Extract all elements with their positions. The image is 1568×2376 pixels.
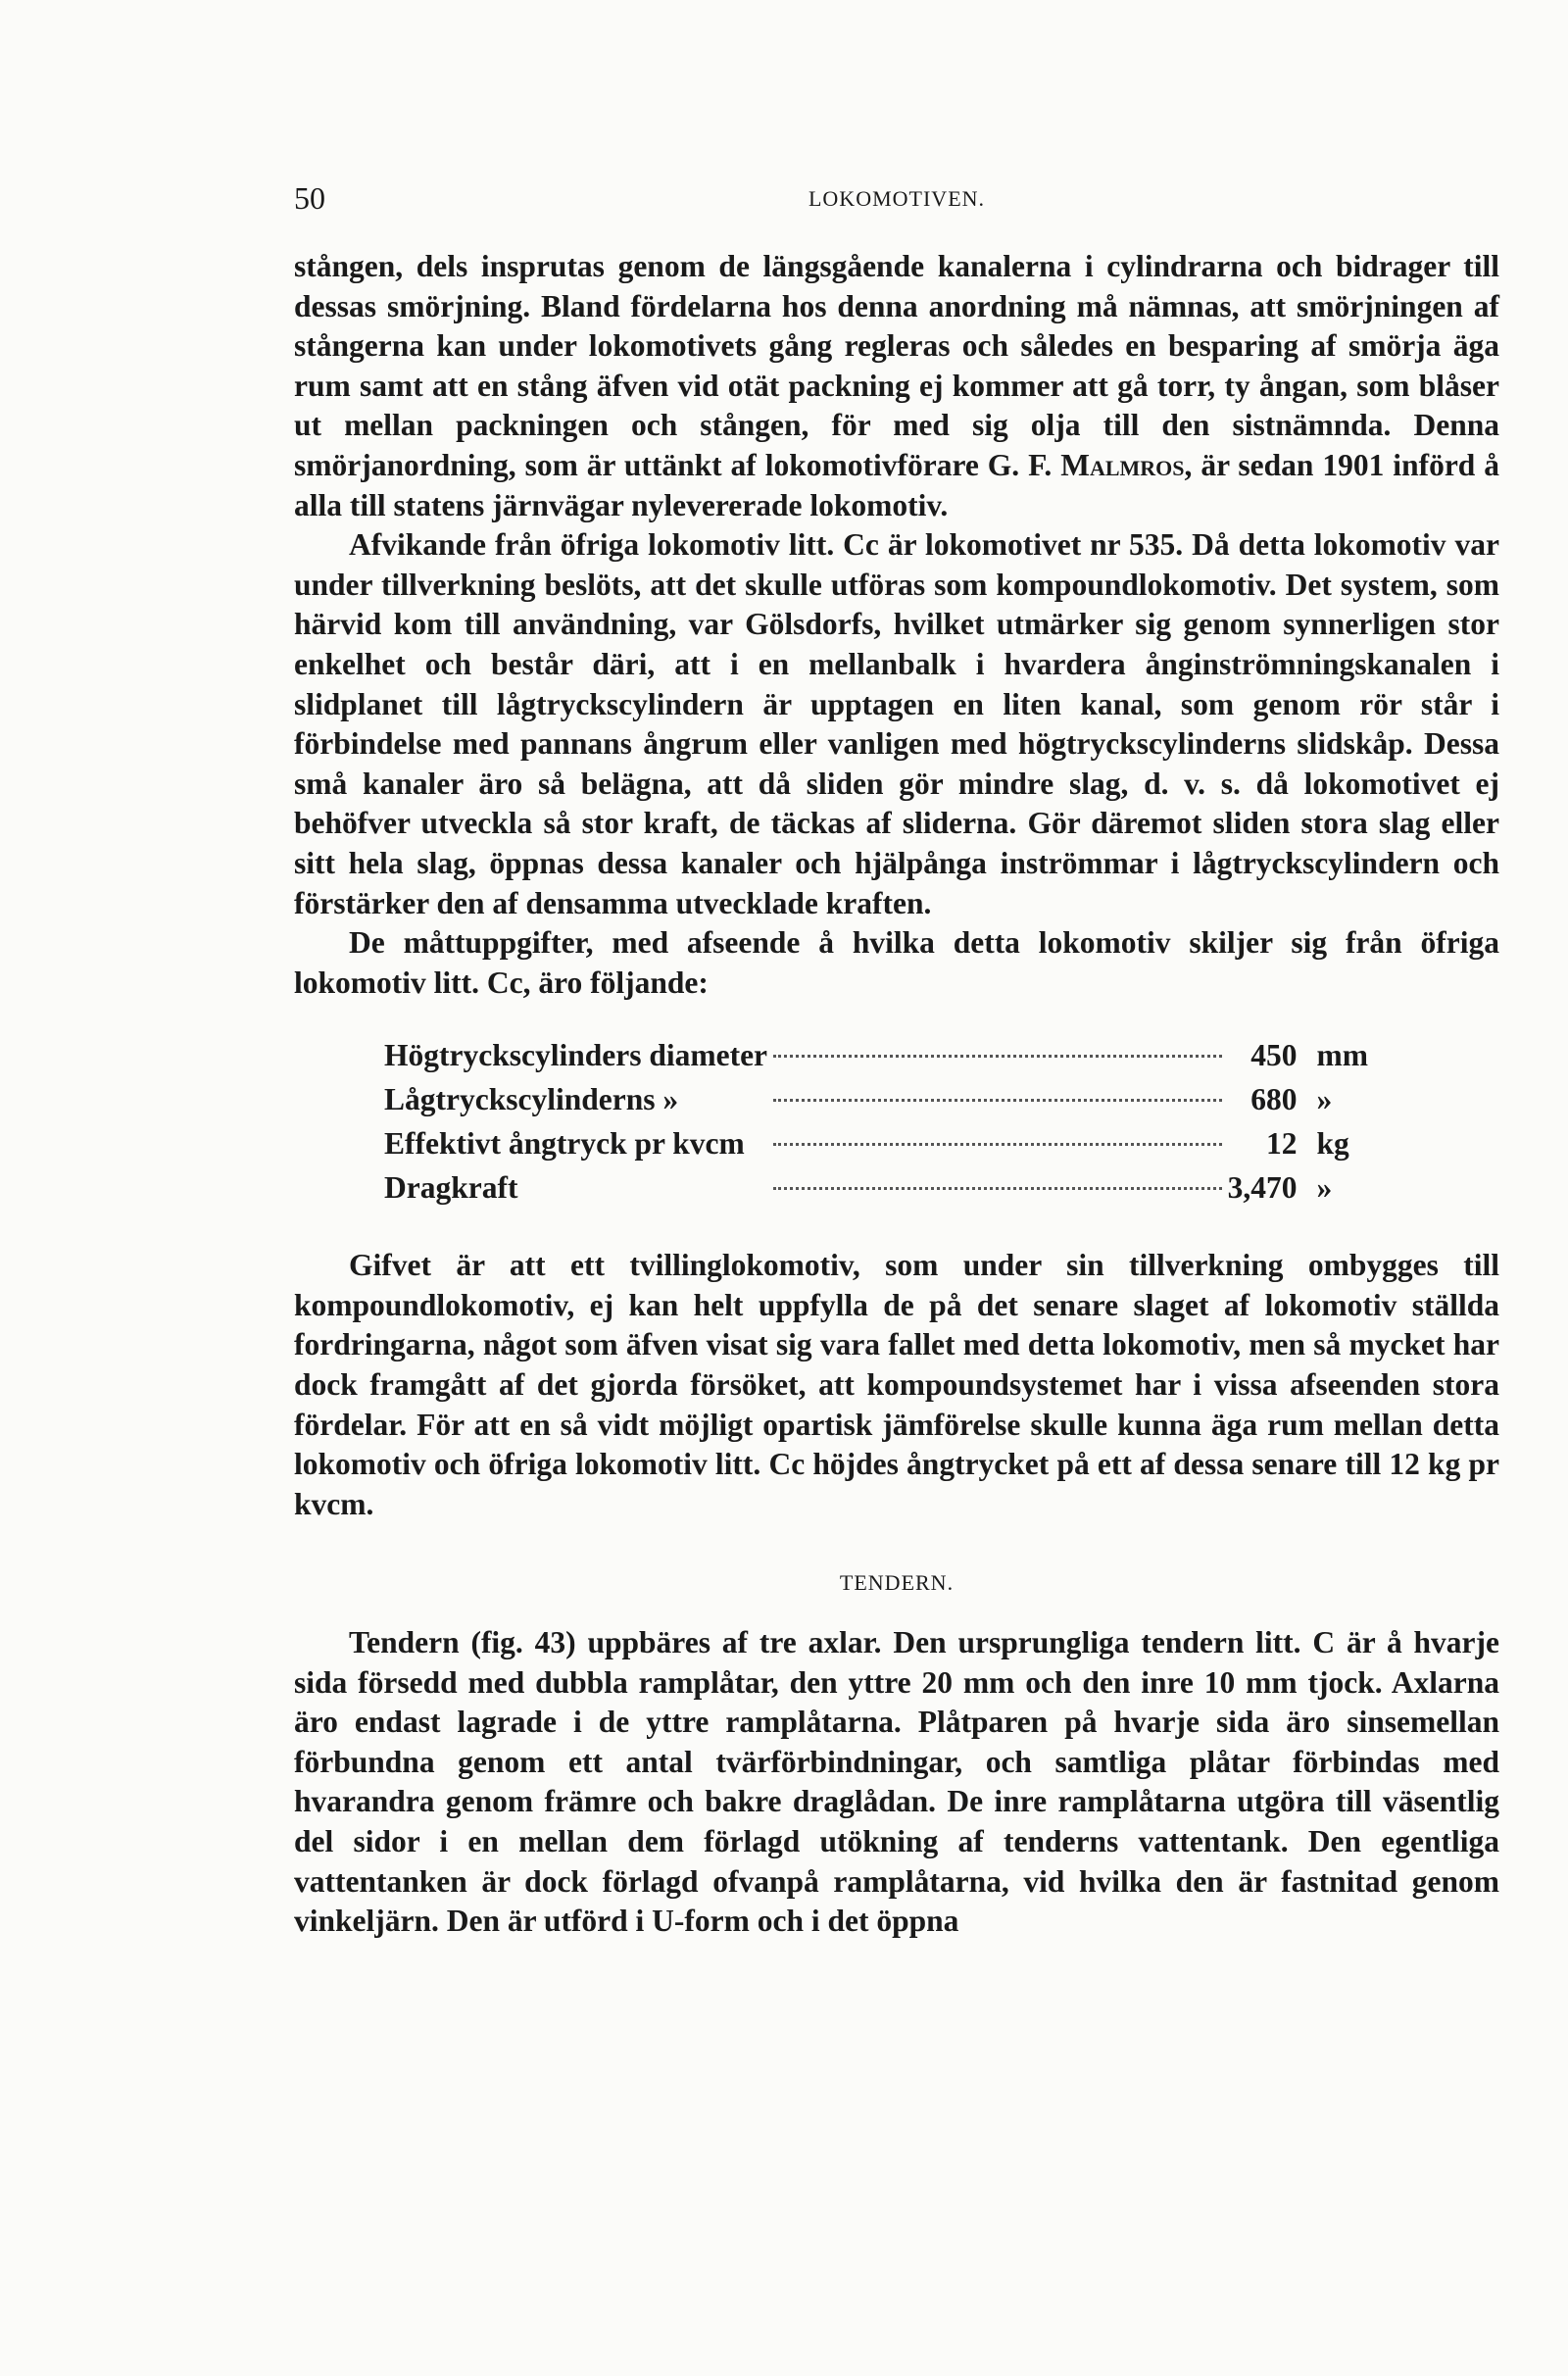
spec-row: [384, 1036, 1368, 1080]
paragraph-1-text-a: stången, dels insprutas genom de längsgående kanalerna i cylindrarna och bidrager till dessas smörjning. Bland fördelarna hos denna anordning må nämnas, att smörjningen af stångerna kan under lokomotivets gång regleras och således en besparing af smörja äga rum samt att en stång äfven vid otät packning ej kommer att gå torr, ty ångan, som blåser ut mellan packningen och stången, för med sig olja till den sistnämnda. Denna smörjanordning, som är uttänkt af lokomotivförare G. F.: [294, 249, 1499, 482]
spec-label: Högtryckscylinders diameter: [384, 1038, 768, 1073]
paragraph-3: De måttuppgifter, med afseende å hvilka detta lokomotiv skiljer sig från öfriga lokomotiv litt. Cc, äro följande:: [294, 925, 1499, 1000]
dot-leader: [767, 1080, 1228, 1124]
paragraph-1-text-b: , är sedan 1901 införd å alla till statens järnvägar nylevererade lokomotiv.: [294, 447, 1500, 522]
page-number: 50: [294, 180, 325, 216]
spec-row: [384, 1168, 1368, 1213]
paragraph-1: [294, 247, 1499, 525]
spec-label: Effektivt ångtryck pr kvcm: [384, 1126, 745, 1162]
dot-leader: [767, 1168, 1228, 1213]
page-header: [294, 180, 1499, 220]
paragraph-4: Gifvet är att ett tvillinglokomotiv, som under sin tillverkning ombygges till kompoundlokomotiv, ej kan helt uppfylla de på det senare slaget af lokomotiv ställda fordringarna, något som äfven visat sig vara fallet med detta lokomotiv, men så mycket har dock framgått af det gjorda försöket, att kompoundsystemet har i vissa afseenden stora fördelar. För att en så vidt möjligt opartisk jämförelse skulle kunna äga rum mellan detta lokomotiv och öfriga lokomotiv litt. Cc höjdes ångtrycket på ett af dessa senare till 12 kg pr kvcm.: [294, 1248, 1499, 1521]
spec-unit: »: [1316, 1082, 1333, 1117]
dot-leader: [767, 1036, 1228, 1080]
spec-table: [384, 1036, 1368, 1213]
running-head: LOKOMOTIVEN.: [808, 186, 986, 211]
paragraph-2: Afvikande från öfriga lokomotiv litt. Cc är lokomotivet nr 535. Då detta lokomotiv var under tillverkning beslöts, att det skulle utföras som kompoundlokomotiv. Det system, som härvid kom till användning, var Gölsdorfs, hvilket utmärker sig genom synnerligen stor enkelhet och består däri, att i en mellanbalk i hvardera ånginströmningskanalen i slidplanet till lågtryckscylindern är upptagen en liten kanal, som genom rör står i förbindelse med pannans ångrum eller vanligen med högtryckscylinderns slidskåp. Dessa små kanaler äro så belägna, att då sliden gör mindre slag, d. v. s. då lokomotivet ej behöfver utveckla så stor kraft, de täckas af sliderna. Gör däremot sliden stora slag eller sitt hela slag, öppnas dessa kanaler och hjälpånga inströmmar i lågtryckscylindern och förstärker den af densamma utvecklade kraften.: [294, 527, 1499, 920]
spec-label: Dragkraft: [384, 1170, 518, 1206]
paragraph-5: Tendern (fig. 43) uppbäres af tre axlar. Den ursprungliga tendern litt. C är å hvarje sida försedd med dubbla ramplåtar, den yttre 20 mm och den inre 10 mm tjock. Axlarna äro endast lagrade i de yttre ramplåtarna. Plåtparen på hvarje sida äro sinsemellan förbundna genom ett antal tvärförbindningar, och samtliga plåtar förbindas med hvarandra genom främre och bakre draglådan. De inre ramplåtarna utgöra till väsentlig del sidor i en mellan dem förlagd utökning af tenderns vattentank. Den egentliga vattentanken är dock förlagd ofvanpå ramplåtarna, vid hvilka den är fastnitad genom vinkeljärn. Den är utförd i U-form och i det öppna: [294, 1625, 1499, 1939]
spec-unit: kg: [1316, 1126, 1349, 1162]
spec-value: 3,470: [1227, 1170, 1298, 1206]
body-text: [294, 247, 1499, 1942]
spec-value: 680: [1250, 1082, 1298, 1117]
spec-row: [384, 1080, 1368, 1124]
paragraph-1-name: Malmros: [1060, 447, 1185, 482]
dot-leader: [767, 1124, 1228, 1168]
spec-unit: »: [1316, 1170, 1333, 1206]
spec-row: [384, 1124, 1368, 1168]
spec-value: 12: [1266, 1126, 1298, 1162]
spec-value: 450: [1250, 1038, 1298, 1073]
spec-unit: mm: [1316, 1038, 1368, 1073]
spec-label: Lågtryckscylinderns »: [384, 1082, 679, 1117]
section-title: TENDERN.: [839, 1570, 955, 1596]
